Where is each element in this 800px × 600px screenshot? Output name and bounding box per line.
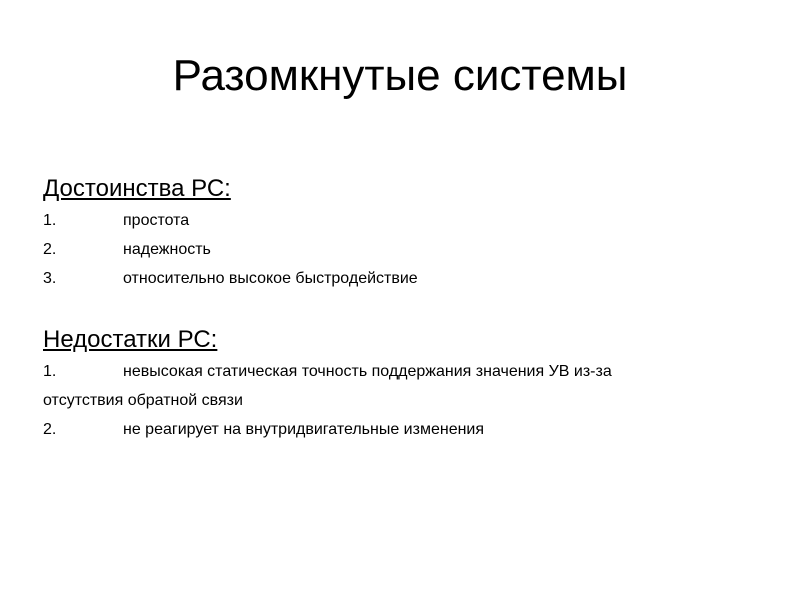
slide-body (43, 172, 743, 444)
item-text: простота (123, 212, 190, 229)
list-item (43, 264, 743, 293)
item-number: 1. (43, 363, 57, 380)
item-text: невысокая статическая точность поддержания значения УВ из-за (123, 363, 612, 380)
advantages-heading: Достоинства РС: (43, 175, 231, 202)
list-item (43, 415, 743, 444)
slide-title: Разомкнутые системы (172, 51, 628, 100)
list-item (43, 235, 743, 264)
item-number: 2. (43, 241, 57, 258)
list-item (43, 357, 743, 415)
item-text-continuation: отсутствия обратной связи (43, 392, 243, 409)
disadvantages-list (43, 357, 743, 444)
item-number: 3. (43, 270, 57, 287)
item-text: надежность (123, 241, 211, 258)
section-spacer (43, 293, 743, 323)
item-text: не реагирует на внутридвигательные изменения (123, 421, 485, 438)
advantages-list (43, 206, 743, 293)
item-number: 1. (43, 212, 57, 229)
list-item (43, 206, 743, 235)
disadvantages-heading: Недостатки РС: (43, 326, 218, 353)
item-text: относительно высокое быстродействие (123, 270, 418, 287)
item-number: 2. (43, 421, 57, 438)
